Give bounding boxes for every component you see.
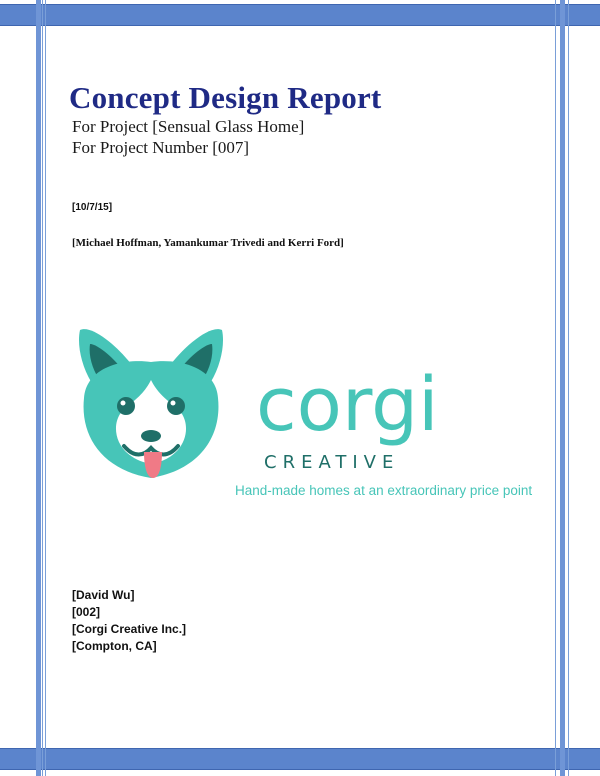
report-date: [10/7/15] bbox=[72, 202, 113, 213]
report-title: Concept Design Report bbox=[69, 80, 382, 115]
project-number-line: For Project Number [007] bbox=[72, 138, 250, 157]
corgi-dog-icon bbox=[79, 329, 223, 478]
left-border-rule bbox=[42, 0, 43, 776]
top-border-band bbox=[0, 4, 600, 26]
bottom-border-band bbox=[0, 748, 600, 770]
contact-location: [Compton, CA] bbox=[72, 639, 157, 653]
corgi-creative-logo bbox=[72, 318, 552, 508]
logo-wordmark: corgi bbox=[256, 362, 439, 448]
project-name-line: For Project [Sensual Glass Home] bbox=[72, 117, 305, 136]
right-border-rule bbox=[555, 0, 556, 776]
left-border-rule bbox=[45, 0, 46, 776]
logo-subword: CREATIVE bbox=[264, 452, 400, 473]
left-border-band bbox=[36, 0, 41, 776]
logo-tagline: Hand-made homes at an extraordinary price point bbox=[235, 483, 533, 498]
contact-company: [Corgi Creative Inc.] bbox=[72, 622, 187, 636]
contact-number: [002] bbox=[72, 605, 101, 619]
contact-name: [David Wu] bbox=[72, 588, 135, 602]
right-border-rule bbox=[568, 0, 569, 776]
report-authors: [Michael Hoffman, Yamankumar Trivedi and Kerri Ford] bbox=[72, 237, 344, 249]
right-border-band bbox=[560, 0, 565, 776]
